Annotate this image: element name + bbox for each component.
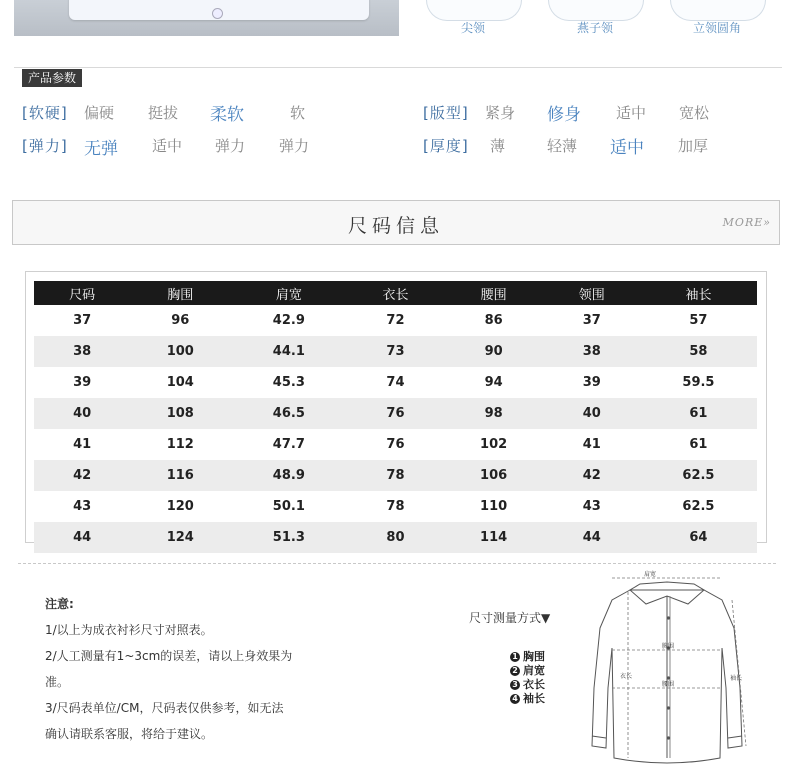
shirt-cuff-photo (14, 0, 399, 36)
param-option: 加厚 (678, 137, 709, 155)
table-cell: 64 (640, 522, 757, 553)
table-cell: 57 (689, 313, 708, 328)
table-cell: 104 (166, 375, 194, 390)
table-cell: 62.5 (640, 460, 757, 491)
param-row-elasticity (22, 135, 310, 159)
table-cell: 72 (386, 313, 405, 328)
param-label: [版型] (423, 104, 469, 122)
more-link[interactable]: MORE» (722, 216, 771, 229)
legend-item: 袖长 (523, 692, 545, 705)
table-row (34, 460, 757, 491)
param-option-selected: 无弹 (84, 139, 118, 159)
notes-title: 注意: (45, 597, 74, 611)
table-cell: 96 (171, 313, 190, 328)
table-cell: 86 (484, 313, 503, 328)
diagram-label-waist: 腰围 (662, 681, 675, 688)
table-cell: 41 (582, 437, 601, 452)
table-row (34, 522, 757, 553)
table-cell: 44 (544, 522, 640, 553)
table-cell: 59.5 (682, 375, 715, 390)
diagram-label-chest: 胸围 (662, 643, 675, 650)
param-option: 适中 (616, 104, 647, 122)
params-tag: 产品参数 (22, 69, 82, 87)
table-cell: 43 (73, 499, 92, 514)
table-cell: 78 (386, 499, 405, 514)
table-cell: 45.3 (272, 375, 305, 390)
param-option: 弹力 (279, 137, 310, 155)
table-cell: 50.1 (272, 499, 305, 514)
collar-stand-image (670, 0, 766, 21)
table-cell: 74 (386, 375, 405, 390)
legend-item: 肩宽 (523, 664, 545, 677)
table-header-cell: 肩宽 (230, 281, 347, 305)
note-line: 准。 (45, 675, 70, 689)
size-info-title: 尺码信息 (347, 215, 444, 237)
note-line: 确认请联系客服，将给于建议。 (45, 727, 214, 741)
table-cell: 48.9 (230, 460, 347, 491)
table-cell: 61 (689, 437, 708, 452)
table-cell: 80 (347, 522, 443, 553)
param-label: [软硬] (22, 104, 68, 122)
cuff-button (212, 8, 223, 19)
table-header-cell: 衣长 (347, 281, 443, 305)
table-header-cell: 腰围 (444, 281, 544, 305)
collar-label-1: 尖领 (460, 21, 485, 35)
table-cell: 112 (166, 437, 194, 452)
table-header-cell: 胸围 (130, 281, 230, 305)
table-header-cell: 尺码 (34, 281, 130, 305)
measure-method-title: 尺寸测量方式▼ (469, 611, 551, 625)
param-option: 紧身 (485, 104, 516, 122)
note-line: 2/人工测量有1~3cm的误差，请以上身效果为 (45, 649, 293, 663)
table-cell: 41 (73, 437, 92, 452)
legend-item: 衣长 (523, 678, 545, 691)
note-line: 1/以上为成衣衬衫尺寸对照表。 (45, 623, 213, 637)
param-option-selected: 适中 (610, 138, 644, 158)
param-option: 宽松 (679, 104, 710, 122)
table-cell: 100 (130, 336, 230, 367)
param-option: 软 (290, 104, 306, 122)
table-cell: 116 (130, 460, 230, 491)
size-table (34, 281, 757, 553)
table-cell: 102 (480, 437, 508, 452)
param-row-fit (423, 102, 710, 125)
table-row (34, 491, 757, 522)
table-cell: 73 (347, 336, 443, 367)
table-cell: 124 (130, 522, 230, 553)
table-cell: 98 (444, 398, 544, 429)
param-option-selected: 修身 (547, 105, 581, 125)
table-row (34, 367, 757, 398)
param-row-thickness (423, 135, 709, 158)
table-row (34, 305, 757, 336)
collar-label-2: 燕子领 (576, 21, 613, 35)
table-cell: 94 (484, 375, 503, 390)
size-table-box (25, 271, 767, 543)
param-option: 适中 (152, 137, 183, 155)
table-cell: 37 (73, 313, 92, 328)
table-row (34, 429, 757, 460)
param-option: 轻薄 (547, 137, 578, 155)
table-cell: 37 (582, 313, 601, 328)
diagram-label-length: 衣长 (620, 673, 633, 680)
table-cell: 44 (34, 522, 130, 553)
table-cell: 38 (34, 336, 130, 367)
table-cell: 42.9 (272, 313, 305, 328)
note-line: 3/尺码表单位/CM，尺码表仅供参考，如无法 (45, 701, 284, 715)
param-option: 挺拔 (148, 104, 179, 122)
param-option-selected: 柔软 (210, 105, 244, 125)
legend-item: 胸围 (523, 650, 545, 663)
table-header-cell: 领围 (544, 281, 640, 305)
table-cell: 39 (73, 375, 92, 390)
table-cell: 108 (130, 398, 230, 429)
table-cell: 90 (444, 336, 544, 367)
table-cell: 40 (34, 398, 130, 429)
collar-swallow-image (548, 0, 644, 21)
table-cell: 46.5 (230, 398, 347, 429)
param-label: [厚度] (423, 137, 469, 155)
table-cell: 120 (166, 499, 194, 514)
size-info-banner (12, 200, 780, 245)
param-option: 薄 (490, 137, 506, 155)
table-header-cell: 袖长 (640, 281, 757, 305)
dashed-divider (18, 563, 776, 564)
param-row-softness (22, 102, 306, 125)
table-cell: 62.5 (682, 499, 715, 514)
diagram-label-sleeve: 袖长 (730, 675, 743, 682)
divider (14, 67, 782, 68)
table-cell: 44.1 (230, 336, 347, 367)
shirt-measure-diagram (582, 568, 752, 768)
table-row (34, 398, 757, 429)
table-cell: 106 (444, 460, 544, 491)
param-option: 偏硬 (84, 104, 115, 122)
table-cell: 78 (347, 460, 443, 491)
diagram-label-shoulder: 肩宽 (644, 571, 657, 578)
table-cell: 39 (582, 375, 601, 390)
table-cell: 114 (444, 522, 544, 553)
table-cell: 47.7 (272, 437, 305, 452)
collar-label-3: 立领圆角 (692, 21, 741, 35)
table-cell: 42 (34, 460, 130, 491)
table-row (34, 336, 757, 367)
table-cell: 43 (582, 499, 601, 514)
measure-legend: 1 胸围 2 肩宽 3 衣长 4 袖长 (510, 648, 545, 704)
table-cell: 76 (347, 398, 443, 429)
table-cell: 61 (640, 398, 757, 429)
collar-pointed-image (426, 0, 522, 21)
table-cell: 51.3 (230, 522, 347, 553)
table-cell: 110 (480, 499, 508, 514)
param-option: 弹力 (215, 137, 246, 155)
table-cell: 76 (386, 437, 405, 452)
param-label: [弹力] (22, 137, 68, 155)
table-cell: 38 (544, 336, 640, 367)
table-cell: 42 (544, 460, 640, 491)
table-cell: 40 (544, 398, 640, 429)
table-cell: 58 (640, 336, 757, 367)
